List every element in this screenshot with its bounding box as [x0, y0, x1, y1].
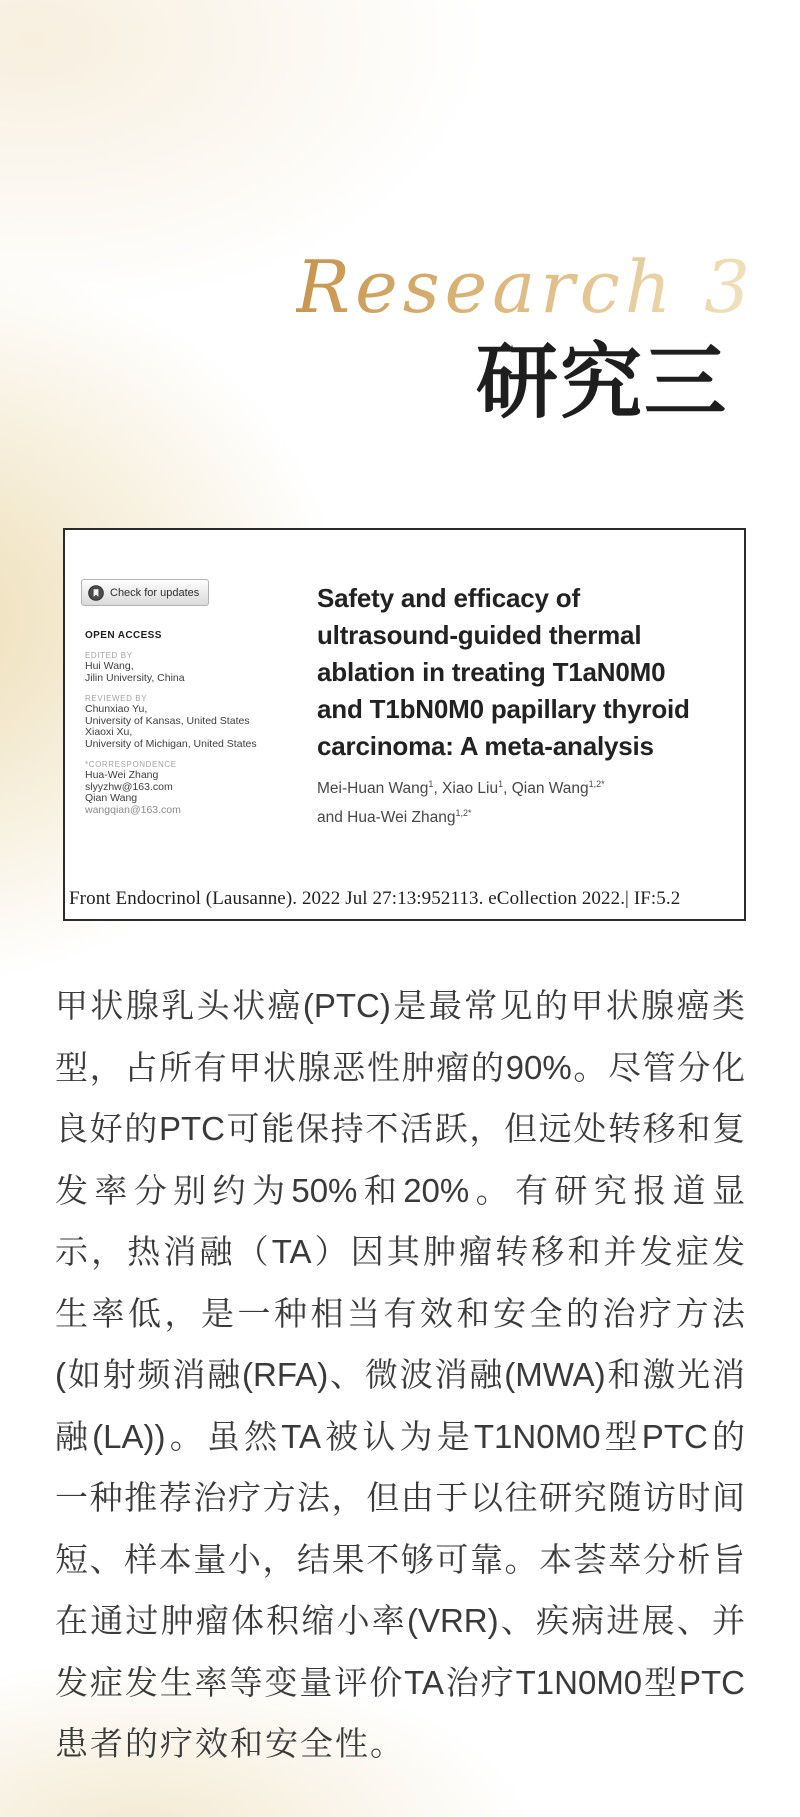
correspondence-name: Hua-Wei Zhang: [85, 769, 159, 781]
paper-title-line: ablation in treating T1aN0M0: [317, 657, 666, 687]
paper-title-line: Safety and efficacy of: [317, 583, 580, 613]
check-for-updates-button[interactable]: [81, 579, 209, 606]
reviewer-name: Xiaoxi Xu,: [85, 726, 133, 738]
paper-authors-line: and Hua-Wei Zhang$^{1,2*}$: [317, 808, 472, 827]
section-cn-title: 研究三: [475, 337, 728, 428]
editor-affiliation: Jilin University, China: [85, 671, 185, 684]
abstract-line: 示，热消融（TA）因其肿瘤转移和并发症发: [55, 1233, 745, 1270]
correspondence-name: Qian Wang: [85, 792, 138, 804]
abstract-line: 生率低，是一种相当有效和安全的治疗方法: [55, 1294, 745, 1332]
check-for-updates-icon: [88, 585, 104, 601]
abstract-line: 患者的疗效和安全性。: [55, 1725, 405, 1762]
abstract-line: 发率分别约为50%和20%。有研究报道显: [55, 1171, 745, 1209]
paper-title-line: ultrasound-guided thermal: [317, 620, 642, 650]
editor-name: Hui Wang,: [85, 660, 134, 672]
paper-title: [317, 580, 737, 765]
abstract-line: 甲状腺乳头状癌(PTC)是最常见的甲状腺癌类: [55, 987, 745, 1024]
correspondence-label: *CORRESPONDENCE: [85, 760, 177, 769]
paper-title-line: and T1bN0M0 papillary thyroid: [317, 694, 690, 724]
abstract-line: 发症发生率等变量评价TA治疗T1N0M0型PTC: [55, 1663, 745, 1701]
abstract-line: 在通过肿瘤体积缩小率(VRR)、疾病进展、并: [55, 1602, 745, 1639]
paper-card: [63, 528, 746, 921]
journal-citation: Front Endocrinol (Lausanne). 2022 Jul 27:13:952113. eCollection 2022.| IF:5.2: [69, 888, 681, 909]
abstract-line: 短、样本量小，结果不够可靠。本荟萃分析旨: [55, 1540, 745, 1578]
abstract-line: 良好的PTC可能保持不活跃，但远处转移和复: [55, 1110, 745, 1147]
paper-authors: [317, 772, 737, 830]
open-access-label: OPEN ACCESS: [85, 630, 162, 641]
correspondence-email: slyyzhw@163.com: [85, 780, 173, 793]
abstract-paragraph: [55, 975, 745, 1775]
abstract-line: 型，占所有甲状腺恶性肿瘤的90%。尽管分化: [55, 1048, 745, 1086]
abstract-line: 一种推荐治疗方法，但由于以往研究随访时间: [55, 1479, 745, 1516]
paper-title-line: carcinoma: A meta-analysis: [317, 731, 654, 761]
paper-authors-line: Mei-Huan Wang$^1$, Xiao Liu$^1$, Qian Wang$^{1,2*}$: [317, 779, 605, 798]
reviewed-by-label: REVIEWED BY: [85, 694, 148, 703]
correspondence-email-clipped: wangqian@163.com: [85, 803, 181, 816]
reviewer-affiliation: University of Michigan, United States: [85, 737, 257, 750]
edited-by-label: EDITED BY: [85, 651, 133, 660]
reviewer-affiliation: University of Kansas, United States: [85, 714, 250, 727]
check-for-updates-label: Check for updates: [110, 586, 200, 599]
section-script-title: Research 3: [295, 245, 755, 329]
abstract-line: (如射频消融(RFA)、微波消融(MWA)和激光消: [55, 1356, 745, 1393]
abstract-line: 融(LA))。虽然TA被认为是T1N0M0型PTC的: [55, 1417, 745, 1455]
reviewer-name: Chunxiao Yu,: [85, 703, 148, 715]
